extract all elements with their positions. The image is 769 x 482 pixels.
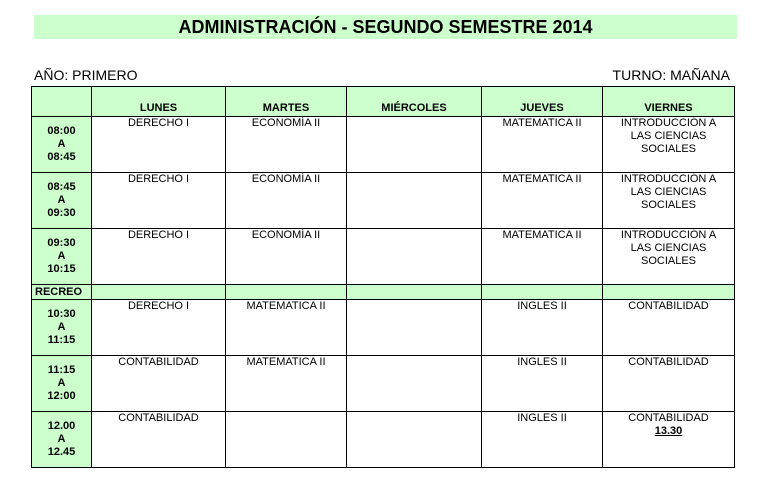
subject-line: DERECHO I bbox=[127, 173, 190, 185]
class-cell bbox=[226, 356, 347, 412]
corner-cell bbox=[32, 87, 92, 117]
subject-line: DERECHO I bbox=[127, 117, 190, 129]
break-cell bbox=[603, 285, 735, 300]
subject-line: MATEMATICA II bbox=[246, 300, 326, 312]
day-header: LUNES bbox=[92, 87, 226, 117]
break-cell bbox=[92, 285, 226, 300]
time-start: 09:30 bbox=[47, 237, 76, 249]
table-row bbox=[32, 412, 735, 468]
class-cell bbox=[482, 356, 603, 412]
class-cell bbox=[482, 300, 603, 356]
table-row bbox=[32, 356, 735, 412]
subject-line: MATEMATICA II bbox=[502, 173, 582, 185]
class-cell bbox=[92, 300, 226, 356]
day-header: MARTES bbox=[226, 87, 347, 117]
break-row bbox=[32, 285, 735, 300]
class-cell bbox=[92, 356, 226, 412]
table-row bbox=[32, 300, 735, 356]
schedule-table bbox=[31, 86, 735, 468]
class-cell bbox=[92, 117, 226, 173]
time-note: 13.30 bbox=[654, 425, 683, 437]
class-cell bbox=[226, 412, 347, 468]
class-cell bbox=[482, 412, 603, 468]
class-cell bbox=[603, 412, 735, 468]
subject-line: INGLES II bbox=[517, 300, 567, 312]
time-start: 11:15 bbox=[47, 364, 76, 376]
class-cell bbox=[347, 412, 482, 468]
subject-line: LAS CIENCIAS bbox=[630, 130, 707, 142]
subject-line: INGLES II bbox=[517, 356, 567, 368]
table-row bbox=[32, 229, 735, 285]
day-header: JUEVES bbox=[482, 87, 603, 117]
subject-line: LAS CIENCIAS bbox=[630, 186, 707, 198]
class-cell bbox=[226, 229, 347, 285]
time-end: 11:15 bbox=[47, 334, 76, 346]
time-end: 09:30 bbox=[47, 207, 76, 219]
class-cell bbox=[92, 229, 226, 285]
break-cell bbox=[347, 285, 482, 300]
time-cell bbox=[32, 300, 92, 356]
time-cell bbox=[32, 229, 92, 285]
subject-line: SOCIALES bbox=[640, 255, 697, 267]
subject-line: INTRODUCCIÓN A bbox=[620, 229, 717, 241]
break-label: RECREO bbox=[32, 285, 92, 300]
subject-line: CONTABILIDAD bbox=[628, 356, 709, 368]
subject-line: DERECHO I bbox=[127, 229, 190, 241]
break-cell bbox=[226, 285, 347, 300]
class-cell bbox=[347, 117, 482, 173]
class-cell bbox=[482, 229, 603, 285]
break-cell bbox=[482, 285, 603, 300]
class-cell bbox=[603, 173, 735, 229]
time-separator: A bbox=[57, 194, 66, 206]
time-end: 12:00 bbox=[47, 390, 76, 402]
time-cell bbox=[32, 356, 92, 412]
time-separator: A bbox=[57, 377, 66, 389]
class-cell bbox=[347, 173, 482, 229]
class-cell bbox=[603, 300, 735, 356]
class-cell bbox=[92, 412, 226, 468]
subject-line: SOCIALES bbox=[640, 143, 697, 155]
header-row bbox=[32, 87, 735, 117]
class-cell bbox=[603, 117, 735, 173]
class-cell bbox=[226, 117, 347, 173]
time-separator: A bbox=[57, 321, 66, 333]
shift-label: TURNO: MAÑANA bbox=[612, 67, 730, 83]
subject-line: CONTABILIDAD bbox=[118, 412, 199, 424]
page-title: ADMINISTRACIÓN - SEGUNDO SEMESTRE 2014 bbox=[34, 15, 737, 39]
subject-line: LAS CIENCIAS bbox=[630, 242, 707, 254]
subject-line: MATEMATICA II bbox=[502, 117, 582, 129]
table-row bbox=[32, 117, 735, 173]
time-start: 10:30 bbox=[47, 308, 76, 320]
class-cell bbox=[347, 229, 482, 285]
class-cell bbox=[92, 173, 226, 229]
time-end: 10:15 bbox=[47, 263, 76, 275]
time-cell bbox=[32, 173, 92, 229]
time-end: 08:45 bbox=[47, 151, 76, 163]
subject-line: INGLES II bbox=[517, 412, 567, 424]
day-header: MIÉRCOLES bbox=[347, 87, 482, 117]
subject-line: MATEMATICA II bbox=[246, 356, 326, 368]
year-label: AÑO: PRIMERO bbox=[34, 67, 138, 83]
time-cell bbox=[32, 412, 92, 468]
subject-line: ECONOMÍA II bbox=[251, 117, 321, 129]
time-separator: A bbox=[57, 433, 66, 445]
table-row bbox=[32, 173, 735, 229]
time-end: 12.45 bbox=[47, 446, 76, 458]
day-header: VIERNES bbox=[603, 87, 735, 117]
time-separator: A bbox=[57, 250, 66, 262]
subject-line: INTRODUCCIÓN A bbox=[620, 173, 717, 185]
time-cell bbox=[32, 117, 92, 173]
time-start: 12.00 bbox=[47, 420, 76, 432]
subject-line: CONTABILIDAD bbox=[118, 356, 199, 368]
subject-line: CONTABILIDAD bbox=[628, 412, 709, 424]
class-cell bbox=[226, 300, 347, 356]
subject-line: MATEMATICA II bbox=[502, 229, 582, 241]
class-cell bbox=[603, 356, 735, 412]
class-cell bbox=[603, 229, 735, 285]
subject-line: ECONOMÍA II bbox=[251, 229, 321, 241]
class-cell bbox=[482, 173, 603, 229]
subject-line: INTRODUCCIÓN A bbox=[620, 117, 717, 129]
class-cell bbox=[226, 173, 347, 229]
class-cell bbox=[482, 117, 603, 173]
subject-line: DERECHO I bbox=[127, 300, 190, 312]
class-cell bbox=[347, 356, 482, 412]
time-separator: A bbox=[57, 138, 66, 150]
class-cell bbox=[347, 300, 482, 356]
subject-line: CONTABILIDAD bbox=[628, 300, 709, 312]
time-start: 08:45 bbox=[47, 181, 76, 193]
time-start: 08:00 bbox=[47, 125, 76, 137]
subject-line: ECONOMÍA II bbox=[251, 173, 321, 185]
subject-line: SOCIALES bbox=[640, 199, 697, 211]
